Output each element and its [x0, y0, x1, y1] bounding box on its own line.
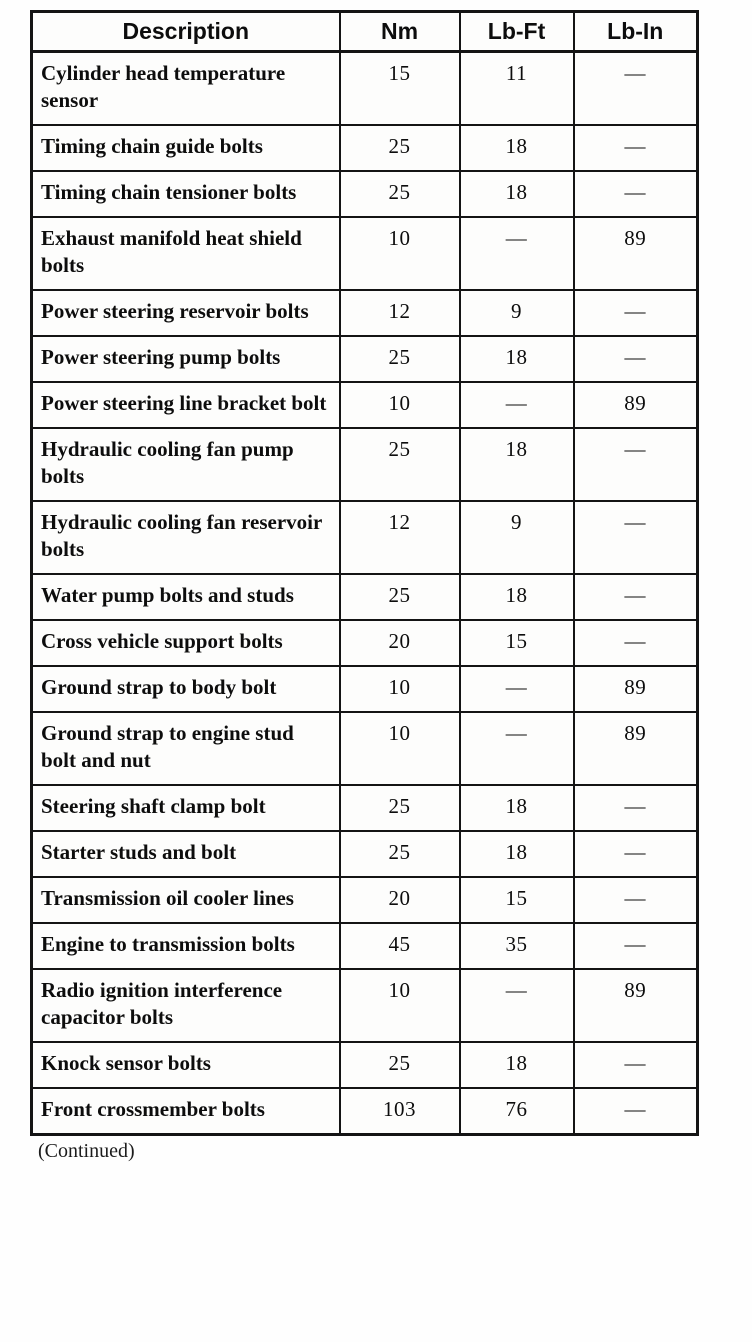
table-body [32, 52, 698, 1135]
table-header-row [32, 12, 698, 52]
description-cell: Timing chain guide bolts [32, 125, 340, 171]
table-row [32, 52, 698, 126]
description-cell: Power steering line bracket bolt [32, 382, 340, 428]
lb-in-cell: — [574, 336, 698, 382]
nm-cell: 45 [340, 923, 460, 969]
table-row [32, 785, 698, 831]
nm-cell: 12 [340, 290, 460, 336]
description-cell: Cylinder head temperature sensor [32, 52, 340, 126]
lb-ft-cell: 35 [460, 923, 574, 969]
nm-cell: 25 [340, 428, 460, 501]
lb-in-cell: 89 [574, 666, 698, 712]
lb-in-cell: — [574, 620, 698, 666]
lb-ft-cell: 15 [460, 620, 574, 666]
lb-ft-cell: 18 [460, 574, 574, 620]
header-nm: Nm [340, 12, 460, 52]
description-cell: Exhaust manifold heat shield bolts [32, 217, 340, 290]
nm-cell: 25 [340, 125, 460, 171]
table-row [32, 382, 698, 428]
description-cell: Hydraulic cooling fan pump bolts [32, 428, 340, 501]
lb-in-cell: — [574, 125, 698, 171]
lb-ft-cell: 15 [460, 877, 574, 923]
description-cell: Water pump bolts and studs [32, 574, 340, 620]
table-row [32, 501, 698, 574]
lb-in-cell: 89 [574, 382, 698, 428]
table-row [32, 428, 698, 501]
lb-ft-cell: 18 [460, 831, 574, 877]
nm-cell: 10 [340, 382, 460, 428]
nm-cell: 25 [340, 171, 460, 217]
lb-ft-cell: 18 [460, 1042, 574, 1088]
lb-in-cell: — [574, 1088, 698, 1135]
nm-cell: 20 [340, 620, 460, 666]
nm-cell: 25 [340, 336, 460, 382]
table-row [32, 666, 698, 712]
lb-ft-cell: 11 [460, 52, 574, 126]
description-cell: Ground strap to engine stud bolt and nut [32, 712, 340, 785]
nm-cell: 20 [340, 877, 460, 923]
lb-in-cell: — [574, 171, 698, 217]
nm-cell: 25 [340, 785, 460, 831]
description-cell: Steering shaft clamp bolt [32, 785, 340, 831]
description-cell: Power steering pump bolts [32, 336, 340, 382]
lb-in-cell: — [574, 785, 698, 831]
nm-cell: 25 [340, 831, 460, 877]
nm-cell: 103 [340, 1088, 460, 1135]
table-row [32, 125, 698, 171]
table-row [32, 969, 698, 1042]
description-cell: Ground strap to body bolt [32, 666, 340, 712]
lb-ft-cell: 18 [460, 125, 574, 171]
lb-ft-cell: 9 [460, 290, 574, 336]
lb-in-cell: — [574, 52, 698, 126]
lb-ft-cell: 18 [460, 785, 574, 831]
lb-ft-cell: 18 [460, 336, 574, 382]
lb-in-cell: 89 [574, 217, 698, 290]
nm-cell: 15 [340, 52, 460, 126]
lb-in-cell: — [574, 877, 698, 923]
table-row [32, 831, 698, 877]
lb-ft-cell: 9 [460, 501, 574, 574]
nm-cell: 12 [340, 501, 460, 574]
lb-ft-cell: — [460, 712, 574, 785]
table-row [32, 171, 698, 217]
lb-in-cell: — [574, 501, 698, 574]
table-header [32, 12, 698, 52]
lb-in-cell: — [574, 1042, 698, 1088]
table-row [32, 574, 698, 620]
description-cell: Timing chain tensioner bolts [32, 171, 340, 217]
lb-in-cell: 89 [574, 712, 698, 785]
table-row [32, 877, 698, 923]
lb-ft-cell: 18 [460, 428, 574, 501]
table-row [32, 336, 698, 382]
nm-cell: 10 [340, 666, 460, 712]
lb-in-cell: — [574, 831, 698, 877]
table-row [32, 290, 698, 336]
table-row [32, 620, 698, 666]
lb-in-cell: — [574, 923, 698, 969]
nm-cell: 25 [340, 1042, 460, 1088]
header-lb-ft: Lb-Ft [460, 12, 574, 52]
description-cell: Power steering reservoir bolts [32, 290, 340, 336]
nm-cell: 10 [340, 217, 460, 290]
header-description: Description [32, 12, 340, 52]
description-cell: Cross vehicle support bolts [32, 620, 340, 666]
description-cell: Engine to transmission bolts [32, 923, 340, 969]
lb-in-cell: — [574, 428, 698, 501]
table-row [32, 712, 698, 785]
lb-ft-cell: — [460, 666, 574, 712]
lb-in-cell: — [574, 290, 698, 336]
header-lb-in: Lb-In [574, 12, 698, 52]
description-cell: Knock sensor bolts [32, 1042, 340, 1088]
torque-spec-table [30, 10, 699, 1136]
nm-cell: 10 [340, 969, 460, 1042]
description-cell: Front crossmember bolts [32, 1088, 340, 1135]
lb-ft-cell: — [460, 217, 574, 290]
continued-note: (Continued) [38, 1140, 135, 1162]
description-cell: Starter studs and bolt [32, 831, 340, 877]
nm-cell: 25 [340, 574, 460, 620]
table-row [32, 1088, 698, 1135]
lb-ft-cell: 18 [460, 171, 574, 217]
lb-ft-cell: — [460, 969, 574, 1042]
description-cell: Hydraulic cooling fan reservoir bolts [32, 501, 340, 574]
lb-ft-cell: 76 [460, 1088, 574, 1135]
lb-ft-cell: — [460, 382, 574, 428]
lb-in-cell: 89 [574, 969, 698, 1042]
lb-in-cell: — [574, 574, 698, 620]
description-cell: Radio ignition interference capacitor bolts [32, 969, 340, 1042]
table-row [32, 923, 698, 969]
table-row [32, 217, 698, 290]
table-row [32, 1042, 698, 1088]
description-cell: Transmission oil cooler lines [32, 877, 340, 923]
nm-cell: 10 [340, 712, 460, 785]
